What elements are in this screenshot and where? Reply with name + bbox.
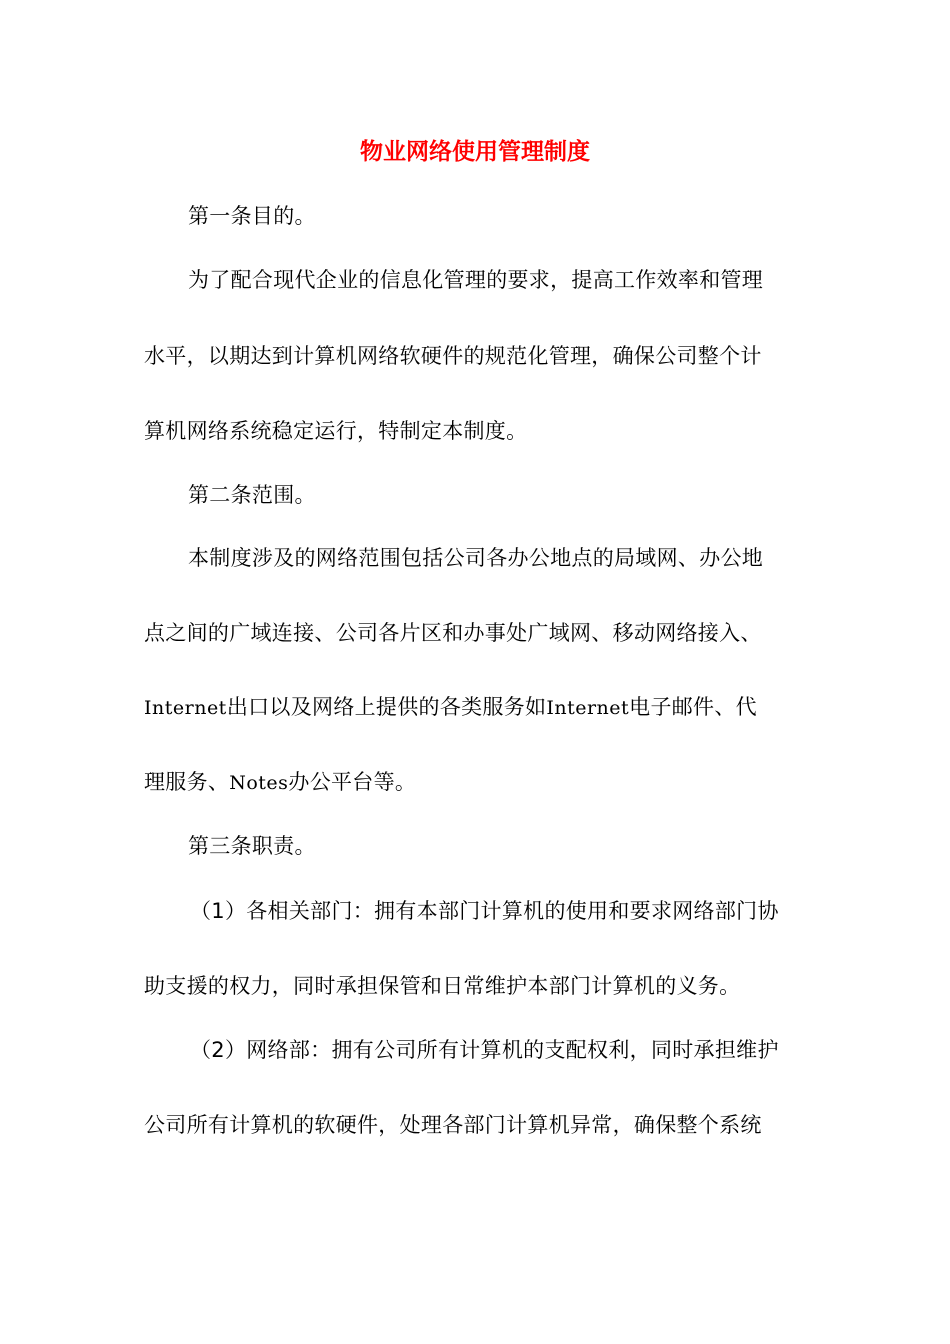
latin-term: Internet bbox=[144, 697, 227, 719]
paragraph-line: 公司所有计算机的软硬件，处理各部门计算机异常，确保整个系统 bbox=[144, 1113, 762, 1137]
latin-term: Internet bbox=[546, 697, 630, 719]
paragraph-line: （2）网络部：拥有公司所有计算机的支配权利，同时承担维护 bbox=[190, 1038, 779, 1062]
paragraph-line-notes: 理服务、Notes办公平台等。 bbox=[144, 770, 417, 794]
article-2-heading: 第二条范围。 bbox=[188, 483, 316, 507]
paragraph-line: 点之间的广域连接、公司各片区和办事处广域网、移动网络接入、 bbox=[144, 621, 762, 645]
article-1-heading: 第一条目的。 bbox=[188, 204, 316, 228]
paragraph-line: 助支援的权力，同时承担保管和日常维护本部门计算机的义务。 bbox=[144, 974, 741, 998]
paragraph-line: 为了配合现代企业的信息化管理的要求，提高工作效率和管理 bbox=[188, 268, 764, 292]
paragraph-line: （1）各相关部门：拥有本部门计算机的使用和要求网络部门协 bbox=[190, 899, 779, 923]
paragraph-line: 本制度涉及的网络范围包括公司各办公地点的局域网、办公地 bbox=[188, 546, 764, 570]
paragraph-line: 算机网络系统稳定运行，特制定本制度。 bbox=[144, 419, 528, 443]
paragraph-line: 水平，以期达到计算机网络软硬件的规范化管理，确保公司整个计 bbox=[144, 344, 762, 368]
latin-term: Notes bbox=[229, 772, 289, 794]
article-3-heading: 第三条职责。 bbox=[188, 834, 316, 858]
document-title: 物业网络使用管理制度 bbox=[360, 139, 590, 165]
paragraph-line-internet: Internet出口以及网络上提供的各类服务如Internet电子邮件、代 bbox=[144, 695, 757, 719]
